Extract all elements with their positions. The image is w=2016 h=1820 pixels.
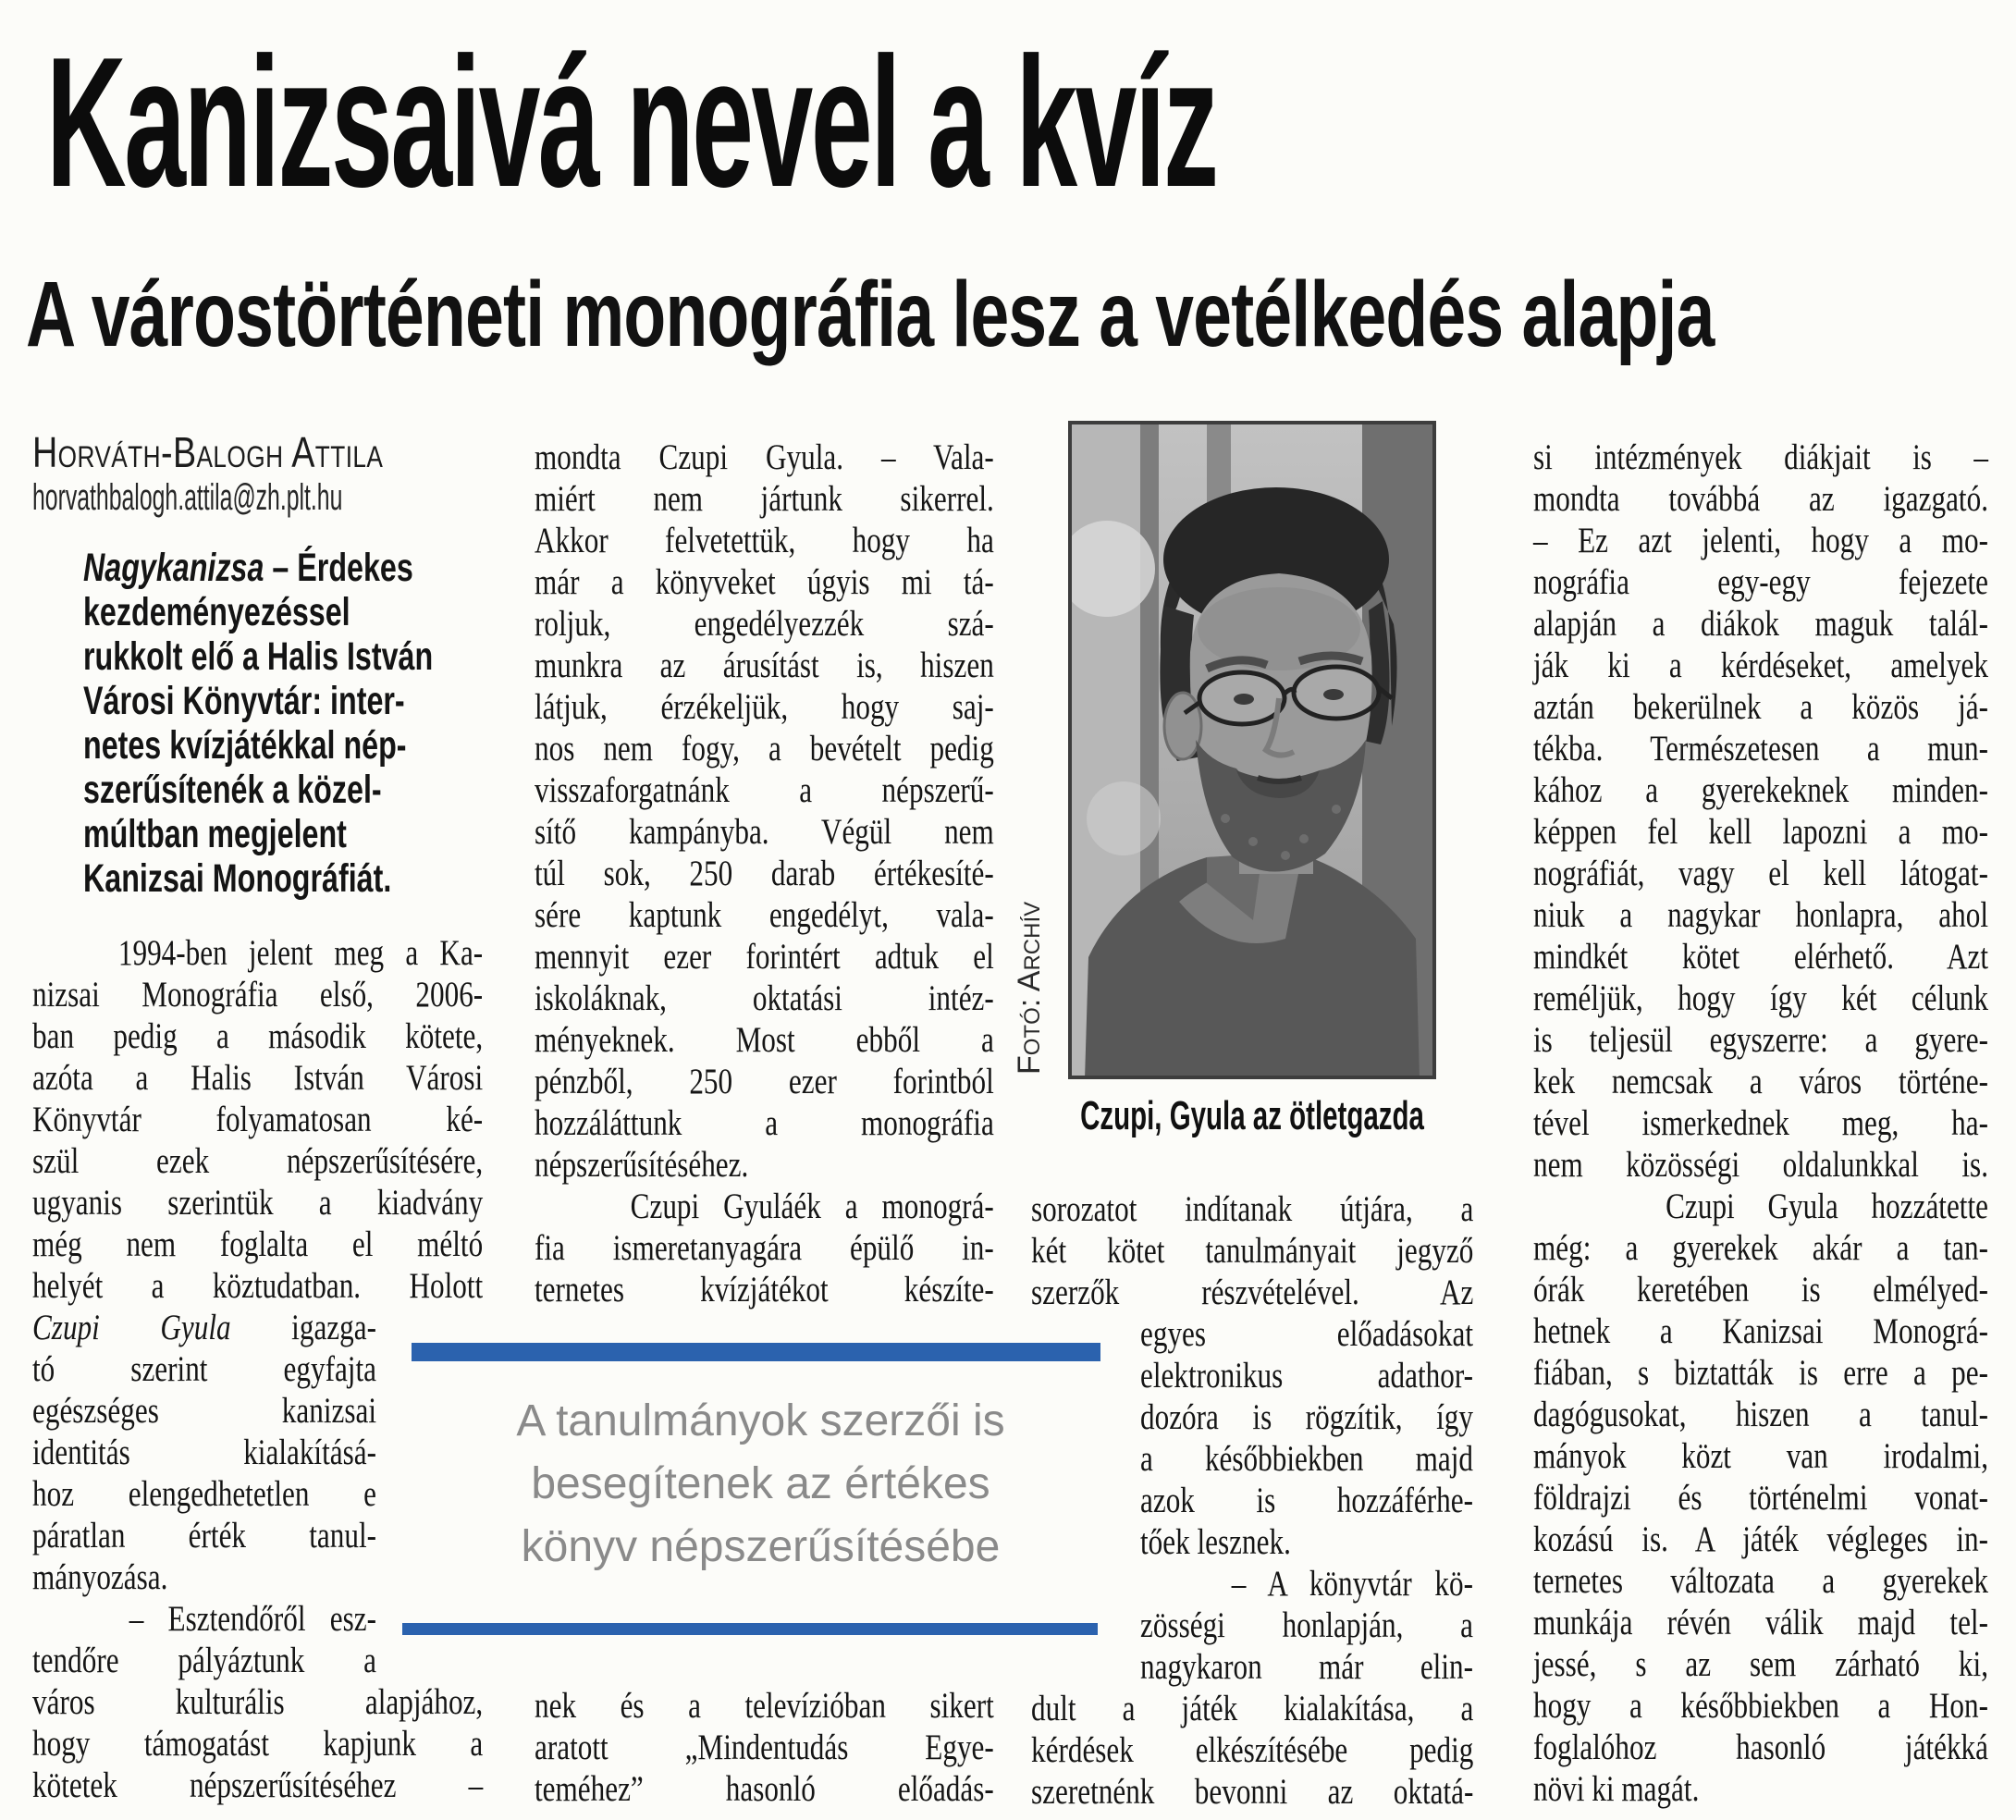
portrait-photo — [1068, 421, 1436, 1079]
lead-lines — [83, 590, 482, 901]
text-line: ternetes változata a gyerekek — [1533, 1561, 1988, 1601]
text-line: aratott „Mindentudás Egye- — [535, 1728, 994, 1767]
photo-credit: Fotó: Archív — [1012, 901, 1047, 1075]
text-line: dozóra is rögzítik, így — [1140, 1397, 1473, 1437]
text-line: mennyit ezer forintért adtuk el — [535, 937, 994, 977]
text-line: nem közösségi oldalunkkal is. — [1533, 1145, 1988, 1185]
text-line — [32, 1307, 376, 1348]
column2-bottom — [535, 1685, 994, 1810]
text-line: nizsai Monográfia első, 2006- — [32, 975, 484, 1015]
text-line: visszaforgatnánk a népszerű- — [535, 770, 994, 810]
czupi-gyula-italic: Czupi Gyula — [32, 1308, 231, 1347]
text-line: azok is hozzáférhe- — [1140, 1481, 1473, 1520]
author-name: Horváth-Balogh Attila — [32, 428, 384, 476]
text-line: – Esztendőről esz- — [32, 1599, 376, 1639]
text-line: szeretnénk bevonni az oktatá- — [1031, 1772, 1474, 1812]
text-line: hoz elengedhetetlen e — [32, 1474, 376, 1514]
text-line: jessé, s az sem zárható ki, — [1533, 1644, 1988, 1684]
lead-first-line — [83, 546, 482, 590]
text-line: képpen fel kell lapozni a mo- — [1533, 812, 1988, 852]
text-line: szerűsítenék a közel- — [83, 768, 382, 812]
text-line: mindkét kötet elérhető. Azt — [1533, 937, 1988, 977]
text-line: nos nem fogy, a bevételt pedig — [535, 729, 994, 769]
text-line: elektronikus adathor- — [1140, 1356, 1473, 1396]
text-line: netes kvízjátékkal nép- — [83, 723, 407, 768]
text-line: A tanulmányok szerzői is — [516, 1396, 1005, 1445]
pullquote-bottom-bar — [402, 1623, 1098, 1635]
subheadline: A várostörténeti monográfia lesz a vetélkedés alapja — [26, 263, 1715, 366]
text-line: túl sok, 250 darab értékesíté- — [535, 854, 994, 893]
text-line: roljuk, engedélyezzék szá- — [535, 604, 994, 644]
text-line: múltban megjelent — [83, 812, 347, 856]
text-line: mányok közt van irodalmi, — [1533, 1436, 1988, 1476]
text-line: Könyvtár folyamatosan ké- — [32, 1100, 484, 1139]
text-line: – A könyvtár kö- — [1140, 1564, 1473, 1604]
text-line: nek és a televízióban sikert — [535, 1686, 994, 1726]
text-line: rukkolt elő a Halis István — [83, 634, 434, 679]
lead-paragraph — [83, 546, 482, 901]
text-line: látjuk, érzékeljük, hogy saj- — [535, 687, 994, 727]
text-line: pénzből, 250 ezer forintból — [535, 1062, 994, 1101]
column1-paragraph-c — [32, 1681, 483, 1806]
text-line: mondta Czupi Gyula. – Vala- — [535, 437, 994, 477]
text-line: már a könyveket úgyis mi tá- — [535, 562, 994, 602]
text-line: si intézmények diákjait is – — [1533, 437, 1988, 477]
text-line: sorozatot indítanak útjára, a — [1031, 1189, 1474, 1229]
text-line: iskoláknak, oktatási intéz- — [535, 978, 994, 1018]
czupi-line-rest: igazga- — [230, 1308, 376, 1347]
text-line: foglalóhoz hasonló játékká — [1533, 1728, 1988, 1767]
text-line: niuk a nagykar honlapra, ahol — [1533, 895, 1988, 935]
text-line: munkra az árusítást is, hiszen — [535, 646, 994, 685]
text-line: Kanizsai Monográfiát. — [83, 856, 392, 901]
text-line: hogy a későbbiekben a Hon- — [1533, 1686, 1988, 1726]
text-line: kek nemcsak a város történe- — [1533, 1062, 1988, 1101]
text-line: tőek lesznek. — [1140, 1522, 1291, 1562]
photo-caption: Czupi, Gyula az ötletgazda — [1080, 1093, 1424, 1138]
pullquote-text — [421, 1390, 1100, 1579]
text-line: tékba. Természetesen a mun- — [1533, 729, 1988, 769]
text-line: Városi Könyvtár: inter- — [83, 679, 405, 723]
column3-bottom — [1031, 1688, 1473, 1813]
text-line: is teljesül egyszerre: a gyere- — [1533, 1020, 1988, 1060]
text-line: helyét a köztudatban. Holott — [32, 1266, 484, 1306]
text-line: kezdeményezéssel — [83, 590, 350, 634]
column1-paragraph-b — [32, 1348, 376, 1681]
text-line: miért nem jártunk sikerrel. — [535, 479, 994, 519]
text-line: teméhez” hasonló előadás- — [535, 1769, 994, 1809]
text-line: tendőre pályáztunk a — [32, 1641, 376, 1680]
text-line: város kulturális alapjához, — [32, 1682, 484, 1722]
text-line: könyv népszerűsítésébe — [521, 1522, 1001, 1571]
text-line: hetnek a Kanizsai Monográ- — [1533, 1311, 1988, 1351]
text-line: kérdések elkészítésébe pedig — [1031, 1730, 1474, 1770]
column4 — [1533, 437, 1988, 1810]
column3-top — [1031, 1188, 1473, 1313]
text-line: kötetek népszerűsítéséhez – — [32, 1765, 484, 1805]
text-line: dult a játék kialakítása, a — [1031, 1689, 1474, 1728]
headline: Kanizsaivá nevel a kvíz — [46, 19, 1217, 226]
text-line: tével ismerkednek meg, ha- — [1533, 1103, 1988, 1143]
text-line: zösségi honlapján, a — [1140, 1605, 1473, 1645]
text-line: kozású is. A játék végleges in- — [1533, 1519, 1988, 1559]
text-line: Akkor felvetettük, hogy ha — [535, 521, 994, 560]
text-line: hogy támogatást kapjunk a — [32, 1724, 484, 1764]
text-line: ményeknek. Most ebből a — [535, 1020, 994, 1060]
text-line: nográfia egy-egy fejezete — [1533, 562, 1988, 602]
text-line: nagykaron már elin- — [1140, 1647, 1473, 1687]
text-line: egészséges kanizsai — [32, 1391, 376, 1431]
text-line: reméljük, hogy így két célunk — [1533, 978, 1988, 1018]
text-line: Czupi Gyula hozzátette — [1533, 1187, 1988, 1226]
text-line: – Ez azt jelenti, hogy a mo- — [1533, 521, 1988, 560]
text-line: identitás kialakításá- — [32, 1433, 376, 1472]
column2-top — [535, 437, 994, 1310]
text-line: mányozása. — [32, 1557, 168, 1597]
text-line: 1994-ben jelent meg a Ka- — [32, 933, 484, 973]
text-line: mondta továbbá az igazgató. — [1533, 479, 1988, 519]
text-line: Czupi Gyuláék a monográ- — [535, 1187, 994, 1226]
text-line: kához a gyerekeknek minden- — [1533, 770, 1988, 810]
author-email: horvathbalogh.attila@zh.plt.hu — [32, 477, 343, 518]
text-line: fia ismeretanyagára épülő in- — [535, 1228, 994, 1268]
column1-czupi-line — [32, 1307, 376, 1348]
portrait-photo-illustration — [1068, 421, 1436, 1079]
text-line: ják ki a kérdéseket, amelyek — [1533, 646, 1988, 685]
text-line: fiában, s biztatták is erre a pe- — [1533, 1353, 1988, 1393]
text-line: növi ki magát. — [1533, 1769, 1700, 1809]
text-line: népszerűsítéséhez. — [535, 1145, 749, 1185]
text-line: munkája révén válik majd tel- — [1533, 1603, 1988, 1642]
text-line: ugyanis szerintük a kiadvány — [32, 1183, 484, 1223]
text-line: ban pedig a második kötete, — [32, 1016, 484, 1056]
text-line: páratlan érték tanul- — [32, 1516, 376, 1556]
text-line: dagógusokat, hiszen a tanul- — [1533, 1395, 1988, 1434]
text-line: sítő kampányba. Végül nem — [535, 812, 994, 852]
text-line: szerzők részvételével. Az — [1031, 1273, 1474, 1312]
text-line: besegítenek az értékes — [531, 1459, 990, 1508]
text-line: a későbbiekben majd — [1140, 1439, 1473, 1479]
column1-paragraph-a — [32, 932, 483, 1307]
text-line: még nem foglalta el méltó — [32, 1224, 484, 1264]
text-line: szül ezek népszerűsítésére, — [32, 1141, 484, 1181]
lead-first-rest: – Érdekes — [264, 546, 413, 590]
text-line: egyes előadásokat — [1140, 1314, 1473, 1354]
text-line: hozzáláttunk a monográfia — [535, 1103, 994, 1143]
text-line: sére kaptunk engedélyt, vala- — [535, 895, 994, 935]
text-line: nográfiát, vagy el kell látogat- — [1533, 854, 1988, 893]
column3-indented — [1140, 1313, 1473, 1688]
text-line: aztán bekerülnek a közös já- — [1533, 687, 1988, 727]
text-line: földrajzi és történelmi vonat- — [1533, 1478, 1988, 1518]
pullquote-top-bar — [412, 1343, 1100, 1361]
text-line: alapján a diákok maguk talál- — [1533, 604, 1988, 644]
text-line: azóta a Halis István Városi — [32, 1058, 484, 1098]
text-line: két kötet tanulmányait jegyző — [1031, 1231, 1474, 1271]
text-line: tó szerint egyfajta — [32, 1349, 376, 1389]
text-line: még: a gyerekek akár a tan- — [1533, 1228, 1988, 1268]
text-line: ternetes kvízjátékot készíte- — [535, 1270, 994, 1310]
text-line: órák keretében is elmélyed- — [1533, 1270, 1988, 1310]
lead-location: Nagykanizsa — [83, 546, 264, 590]
